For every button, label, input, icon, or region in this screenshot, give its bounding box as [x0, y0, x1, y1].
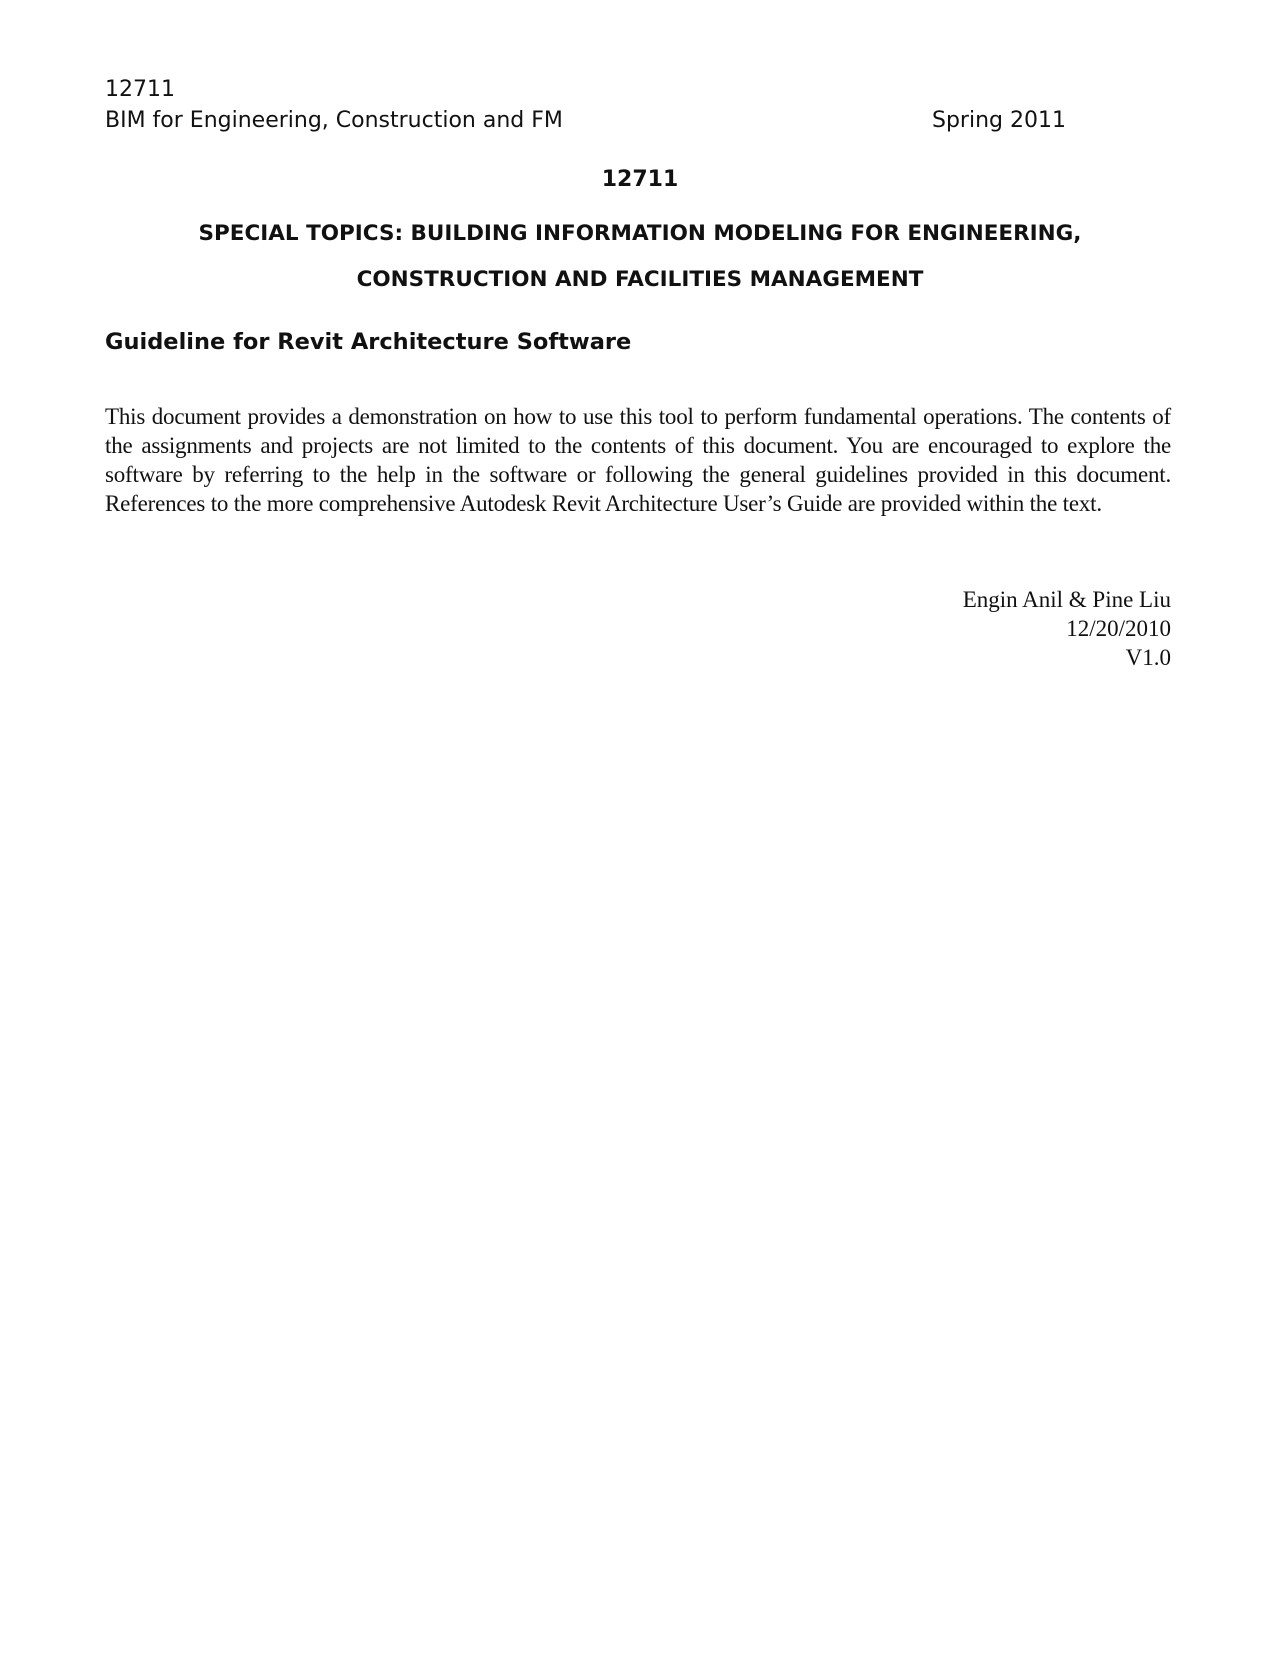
header-course-name: BIM for Engineering, Construction and FM	[105, 108, 563, 133]
intro-paragraph: This document provides a demonstration on how to use this tool to perform fundamental operations. The contents of the assignments and projects are not limited to the contents of this document. You are encouraged to explore the software by referring to the help in the software or following the general guidelines provided in this document. References to the more comprehensive Autodesk Revit Architecture User’s Guide are provided within the text.	[105, 404, 1171, 516]
signature-block	[963, 585, 1171, 672]
signature-version: V1.0	[1125, 645, 1171, 670]
signature-date: 12/20/2010	[1066, 616, 1171, 641]
header-term: Spring 2011	[932, 108, 1066, 133]
signature-authors: Engin Anil & Pine Liu	[962, 587, 1171, 612]
document-title-number: 12711	[601, 167, 679, 192]
document-title: SPECIAL TOPICS: BUILDING INFORMATION MODELING FOR ENGINEERING, CONSTRUCTION AND FACILITIES MANAGEMENT	[198, 221, 1082, 292]
header-course-number: 12711	[105, 77, 175, 102]
document-subtitle: Guideline for Revit Architecture Software	[105, 329, 632, 355]
